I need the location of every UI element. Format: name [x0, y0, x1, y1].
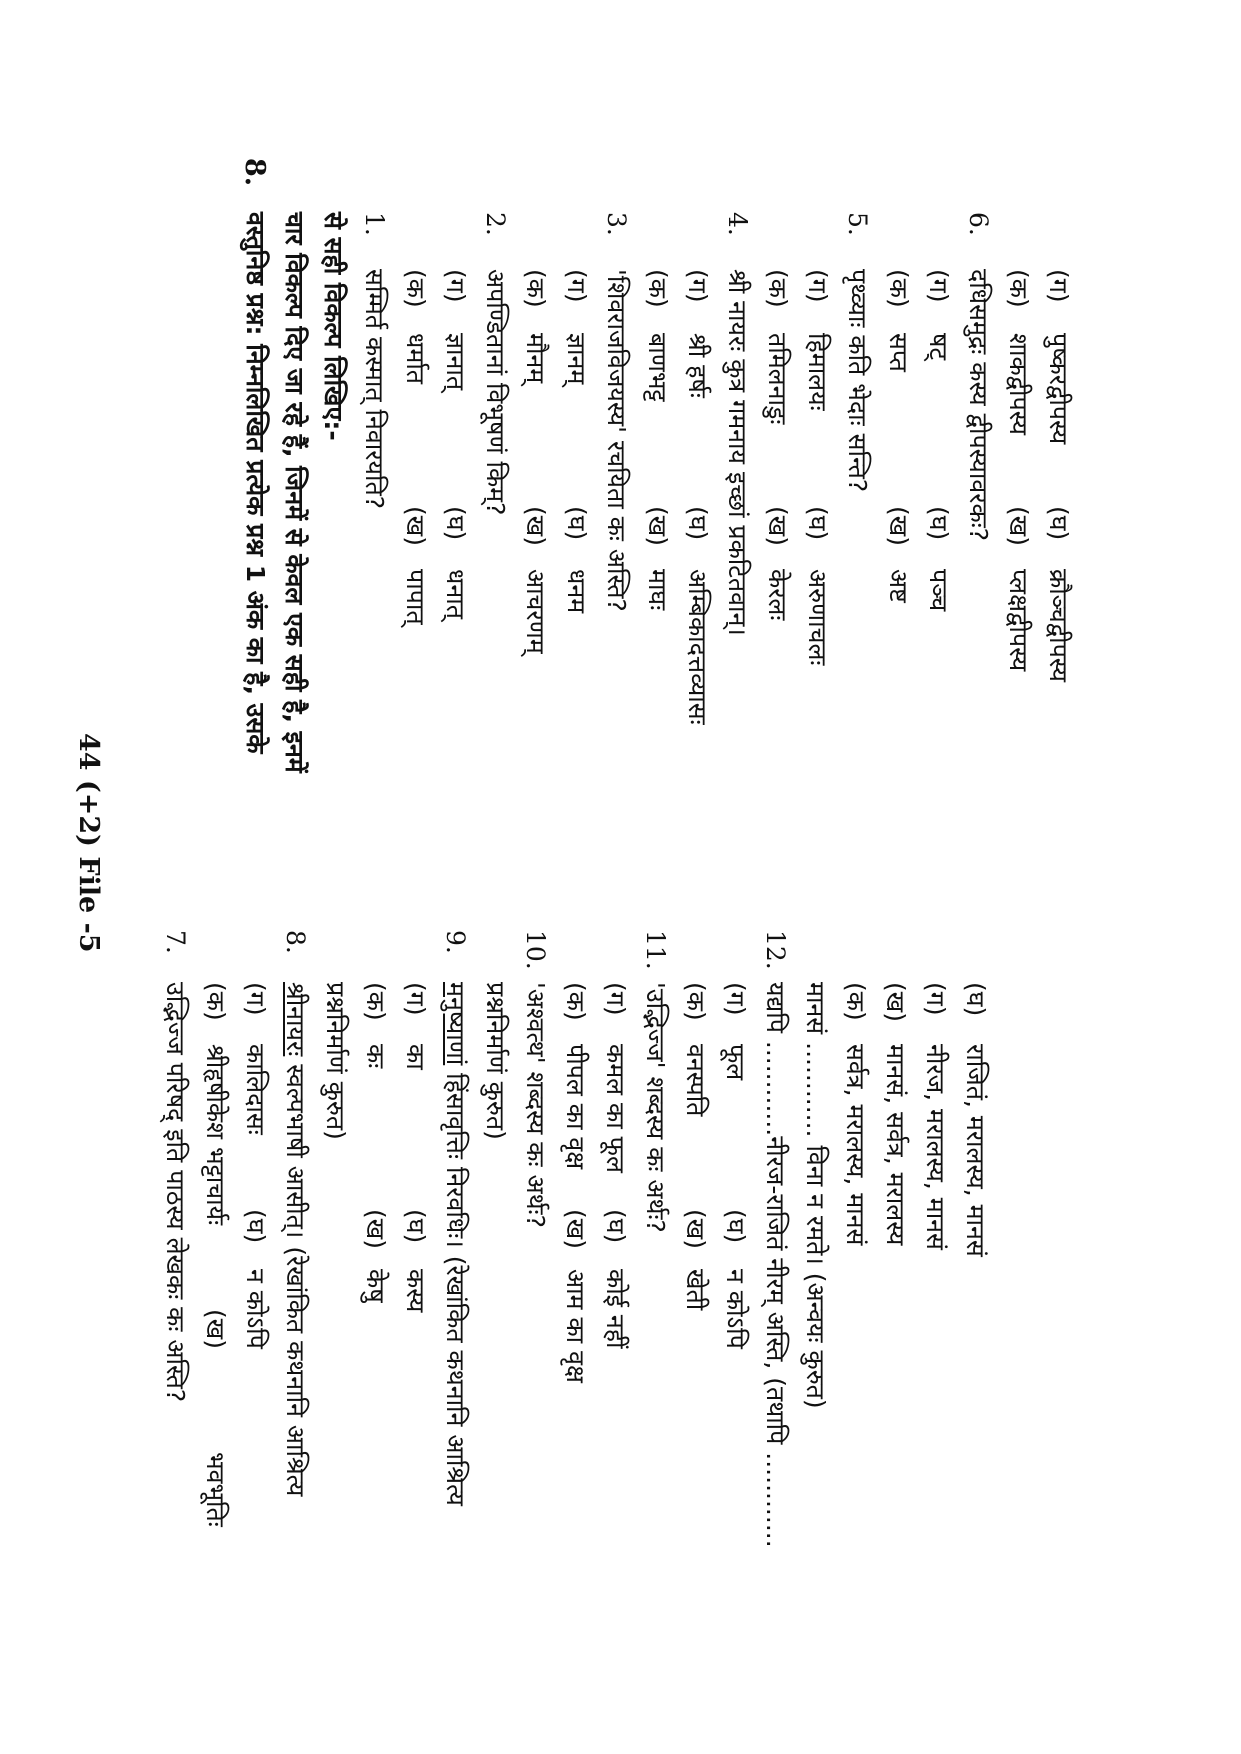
- option-key: (ख): [681, 1209, 710, 1249]
- question-number: 11.: [641, 930, 670, 970]
- question-number: 6.: [964, 212, 993, 236]
- option-text: श्री हर्षः: [683, 333, 712, 398]
- option-text: मानसं, सर्वत्र, मरालस्य: [881, 1044, 910, 1246]
- option-key: (ग): [562, 269, 591, 303]
- option-key: (क): [201, 982, 230, 1021]
- question-text: उद्भिज्ज परिषद् इति पाठस्य लेखकः कः अस्ति?: [161, 982, 190, 1403]
- option-text: अरुणाचलः: [803, 569, 832, 666]
- option-text: पीपल का वृक्ष: [561, 1044, 590, 1170]
- underlined-word: मनुष्याणां: [441, 982, 470, 1066]
- option-key: (क): [521, 269, 550, 308]
- option-key: (क): [643, 269, 672, 308]
- question-text: यद्यपि ............नीरज-राजितं नीरम् अस्ति, (तथापि ............: [761, 982, 790, 1548]
- option-key: (क): [401, 269, 430, 308]
- question-number: 8.: [281, 930, 310, 954]
- option-key: (क): [841, 982, 870, 1021]
- option-text: केषु: [361, 1269, 390, 1303]
- question-text: दधिसमुद्रः कस्य द्वीपस्यावरकः?: [964, 269, 993, 542]
- option-key: (घ): [441, 506, 470, 541]
- question-text-line2: मानसं ............ विना न रमते। (अन्वयः कुरुत): [801, 982, 830, 1409]
- option-text: पापात्: [401, 569, 430, 625]
- option-text: फूल: [721, 1044, 750, 1081]
- option-key: (घ): [562, 506, 591, 541]
- option-key: (ख): [561, 1209, 590, 1249]
- option-text: षट्: [924, 333, 953, 361]
- option-text: आचरणम्: [521, 569, 550, 654]
- option-key: (ग): [241, 982, 270, 1016]
- option-key: (क): [884, 269, 913, 308]
- option-text: कालिदासः: [241, 1044, 270, 1135]
- option-text: न कोऽपि: [721, 1269, 750, 1349]
- option-key: (ग): [721, 982, 750, 1016]
- section-number: 8.: [239, 158, 270, 187]
- option-text: कः: [361, 1044, 390, 1069]
- option-text: कमल का फूल: [601, 1044, 630, 1173]
- option-text: तमिलनाडुः: [763, 333, 792, 425]
- option-text: केरलः: [763, 569, 792, 621]
- option-key: (क): [763, 269, 792, 308]
- option-text: का: [401, 1044, 430, 1070]
- question-text: सम्मिर्त कस्मात् निवारयति?: [360, 269, 389, 509]
- option-key: (ग): [803, 269, 832, 303]
- option-text: सप्त: [884, 333, 913, 372]
- option-key: (घ): [1044, 506, 1073, 541]
- option-key: (ख): [401, 506, 430, 546]
- option-text: ज्ञानम्: [562, 333, 591, 385]
- question-text: 'अश्वत्थ' शब्दस्य कः अर्थः?: [521, 982, 550, 1228]
- underlined-word: श्रीनायरः: [281, 982, 310, 1057]
- option-text: राजितं, मरालस्य, मानसं: [961, 1044, 990, 1257]
- option-key: (घ): [924, 506, 953, 541]
- question-number: 2.: [481, 212, 510, 236]
- page-header: 44 (+2) File -5: [73, 733, 104, 953]
- question-number: 9.: [441, 930, 470, 954]
- option-key: (ग): [921, 982, 950, 1016]
- option-key: (घ): [803, 506, 832, 541]
- section-title-line1: वस्तुनिष्ठ प्रश्न: निम्नलिखित प्रत्येक प्रश्न 1 अंक का है, उसके: [241, 212, 270, 754]
- option-text: ज्ञानात्: [441, 333, 470, 391]
- question-number: 7.: [161, 930, 190, 954]
- option-text: नीरज, मरालस्य, मानसं: [921, 1044, 950, 1250]
- option-text: धर्मात: [401, 333, 430, 385]
- option-text: धनात्: [441, 569, 470, 619]
- option-key: (क): [361, 982, 390, 1021]
- question-number: 5.: [843, 212, 872, 236]
- option-key: (ग): [601, 982, 630, 1016]
- question-number: 4.: [723, 212, 752, 236]
- option-key: (ख): [884, 506, 913, 546]
- option-key: (क): [681, 982, 710, 1021]
- option-text: पुष्करद्वीपस्य: [1044, 333, 1073, 445]
- question-text-rest: स्वल्पभाषी आसीत्। (रेखांकित कथनानि आश्रित्य: [281, 1056, 310, 1497]
- option-text: आम का वृक्ष: [561, 1269, 590, 1383]
- option-text: धनम: [562, 569, 591, 614]
- option-text: वनस्पति: [681, 1044, 710, 1117]
- option-text: बाणभट्ट: [643, 333, 672, 402]
- option-text: अष्ट: [884, 569, 913, 603]
- question-text: अपण्डितानां विभूषणं किम्?: [481, 269, 510, 516]
- option-text: प्लक्षद्वीपस्य: [1004, 569, 1033, 672]
- option-text: खेती: [681, 1269, 710, 1311]
- question-text-line2: प्रश्ननिर्माणं कुरुत): [481, 982, 510, 1140]
- option-key: (ख): [361, 1209, 390, 1249]
- question-number: 1.: [360, 212, 389, 236]
- option-text: हिमालयः: [803, 333, 832, 411]
- question-text: 'उद्भिज्ज' शब्दस्य कः अर्थः?: [641, 982, 670, 1233]
- option-text: पञ्च: [924, 569, 953, 612]
- option-key: (क): [561, 982, 590, 1021]
- question-text: पृथ्व्याः कति भेदाः सन्ति?: [843, 269, 872, 493]
- option-text: कस्य: [401, 1269, 430, 1313]
- option-text: अम्बिकादत्तव्यासः: [683, 569, 712, 725]
- question-text: [283, 982, 308, 1496]
- option-key: (ग): [924, 269, 953, 303]
- option-key: (ख): [1004, 506, 1033, 546]
- option-key: (क): [1004, 269, 1033, 308]
- option-key: (ख): [881, 982, 910, 1022]
- question-number: 10.: [521, 930, 550, 970]
- option-text: माघः: [643, 569, 672, 611]
- option-text: न कोऽपि: [241, 1269, 270, 1349]
- option-key: (ग): [1044, 269, 1073, 303]
- option-key: (घ): [961, 982, 990, 1017]
- option-key: (घ): [401, 1209, 430, 1244]
- question-text: 'शिवराजविजयस्य' रचयिता कः अस्ति?: [602, 269, 631, 612]
- option-text: श्रीहृषीकेश भट्टाचार्यः: [201, 1044, 230, 1226]
- option-text: शाकद्वीपस्य: [1004, 333, 1033, 435]
- option-key: (ग): [683, 269, 712, 303]
- question-number: 12.: [761, 930, 790, 970]
- option-key: (ख): [521, 506, 550, 546]
- option-key: (ख): [763, 506, 792, 546]
- option-key: (घ): [721, 1209, 750, 1244]
- option-key: (घ): [241, 1209, 270, 1244]
- section-title-line2: चार विकल्प दिए जा रहे हैं, जिनमें से केवल एक सही है, इनमें: [280, 212, 309, 773]
- option-text: कोई नहीं: [601, 1269, 630, 1349]
- question-text-rest: हिंसावृत्तिः निरवधिः। (रेखांकित कथनानि आश्रित्य: [441, 1065, 470, 1506]
- option-key: (घ): [601, 1209, 630, 1244]
- option-key: (ग): [441, 269, 470, 303]
- option-text: सर्वत्र, मरालस्य, मानसं: [841, 1044, 870, 1246]
- option-key: (ख): [643, 506, 672, 546]
- option-key: (ख): [201, 1309, 230, 1349]
- question-text: श्री नायरः कुत्र गमनाय इच्छां प्रकटितवान्।: [723, 269, 752, 636]
- question-text-line2: प्रश्ननिर्माणं कुरुत): [321, 982, 350, 1140]
- option-text: भवभूतिः: [201, 1452, 230, 1527]
- question-text: [443, 982, 468, 1506]
- section-title-line3: से सही विकल्प लिखिए:-: [319, 212, 348, 441]
- option-text: मौनम्: [521, 333, 550, 384]
- option-key: (घ): [683, 506, 712, 541]
- question-number: 3.: [602, 212, 631, 236]
- option-text: क्रौञ्चद्वीपस्य: [1044, 569, 1073, 683]
- option-key: (ग): [401, 982, 430, 1016]
